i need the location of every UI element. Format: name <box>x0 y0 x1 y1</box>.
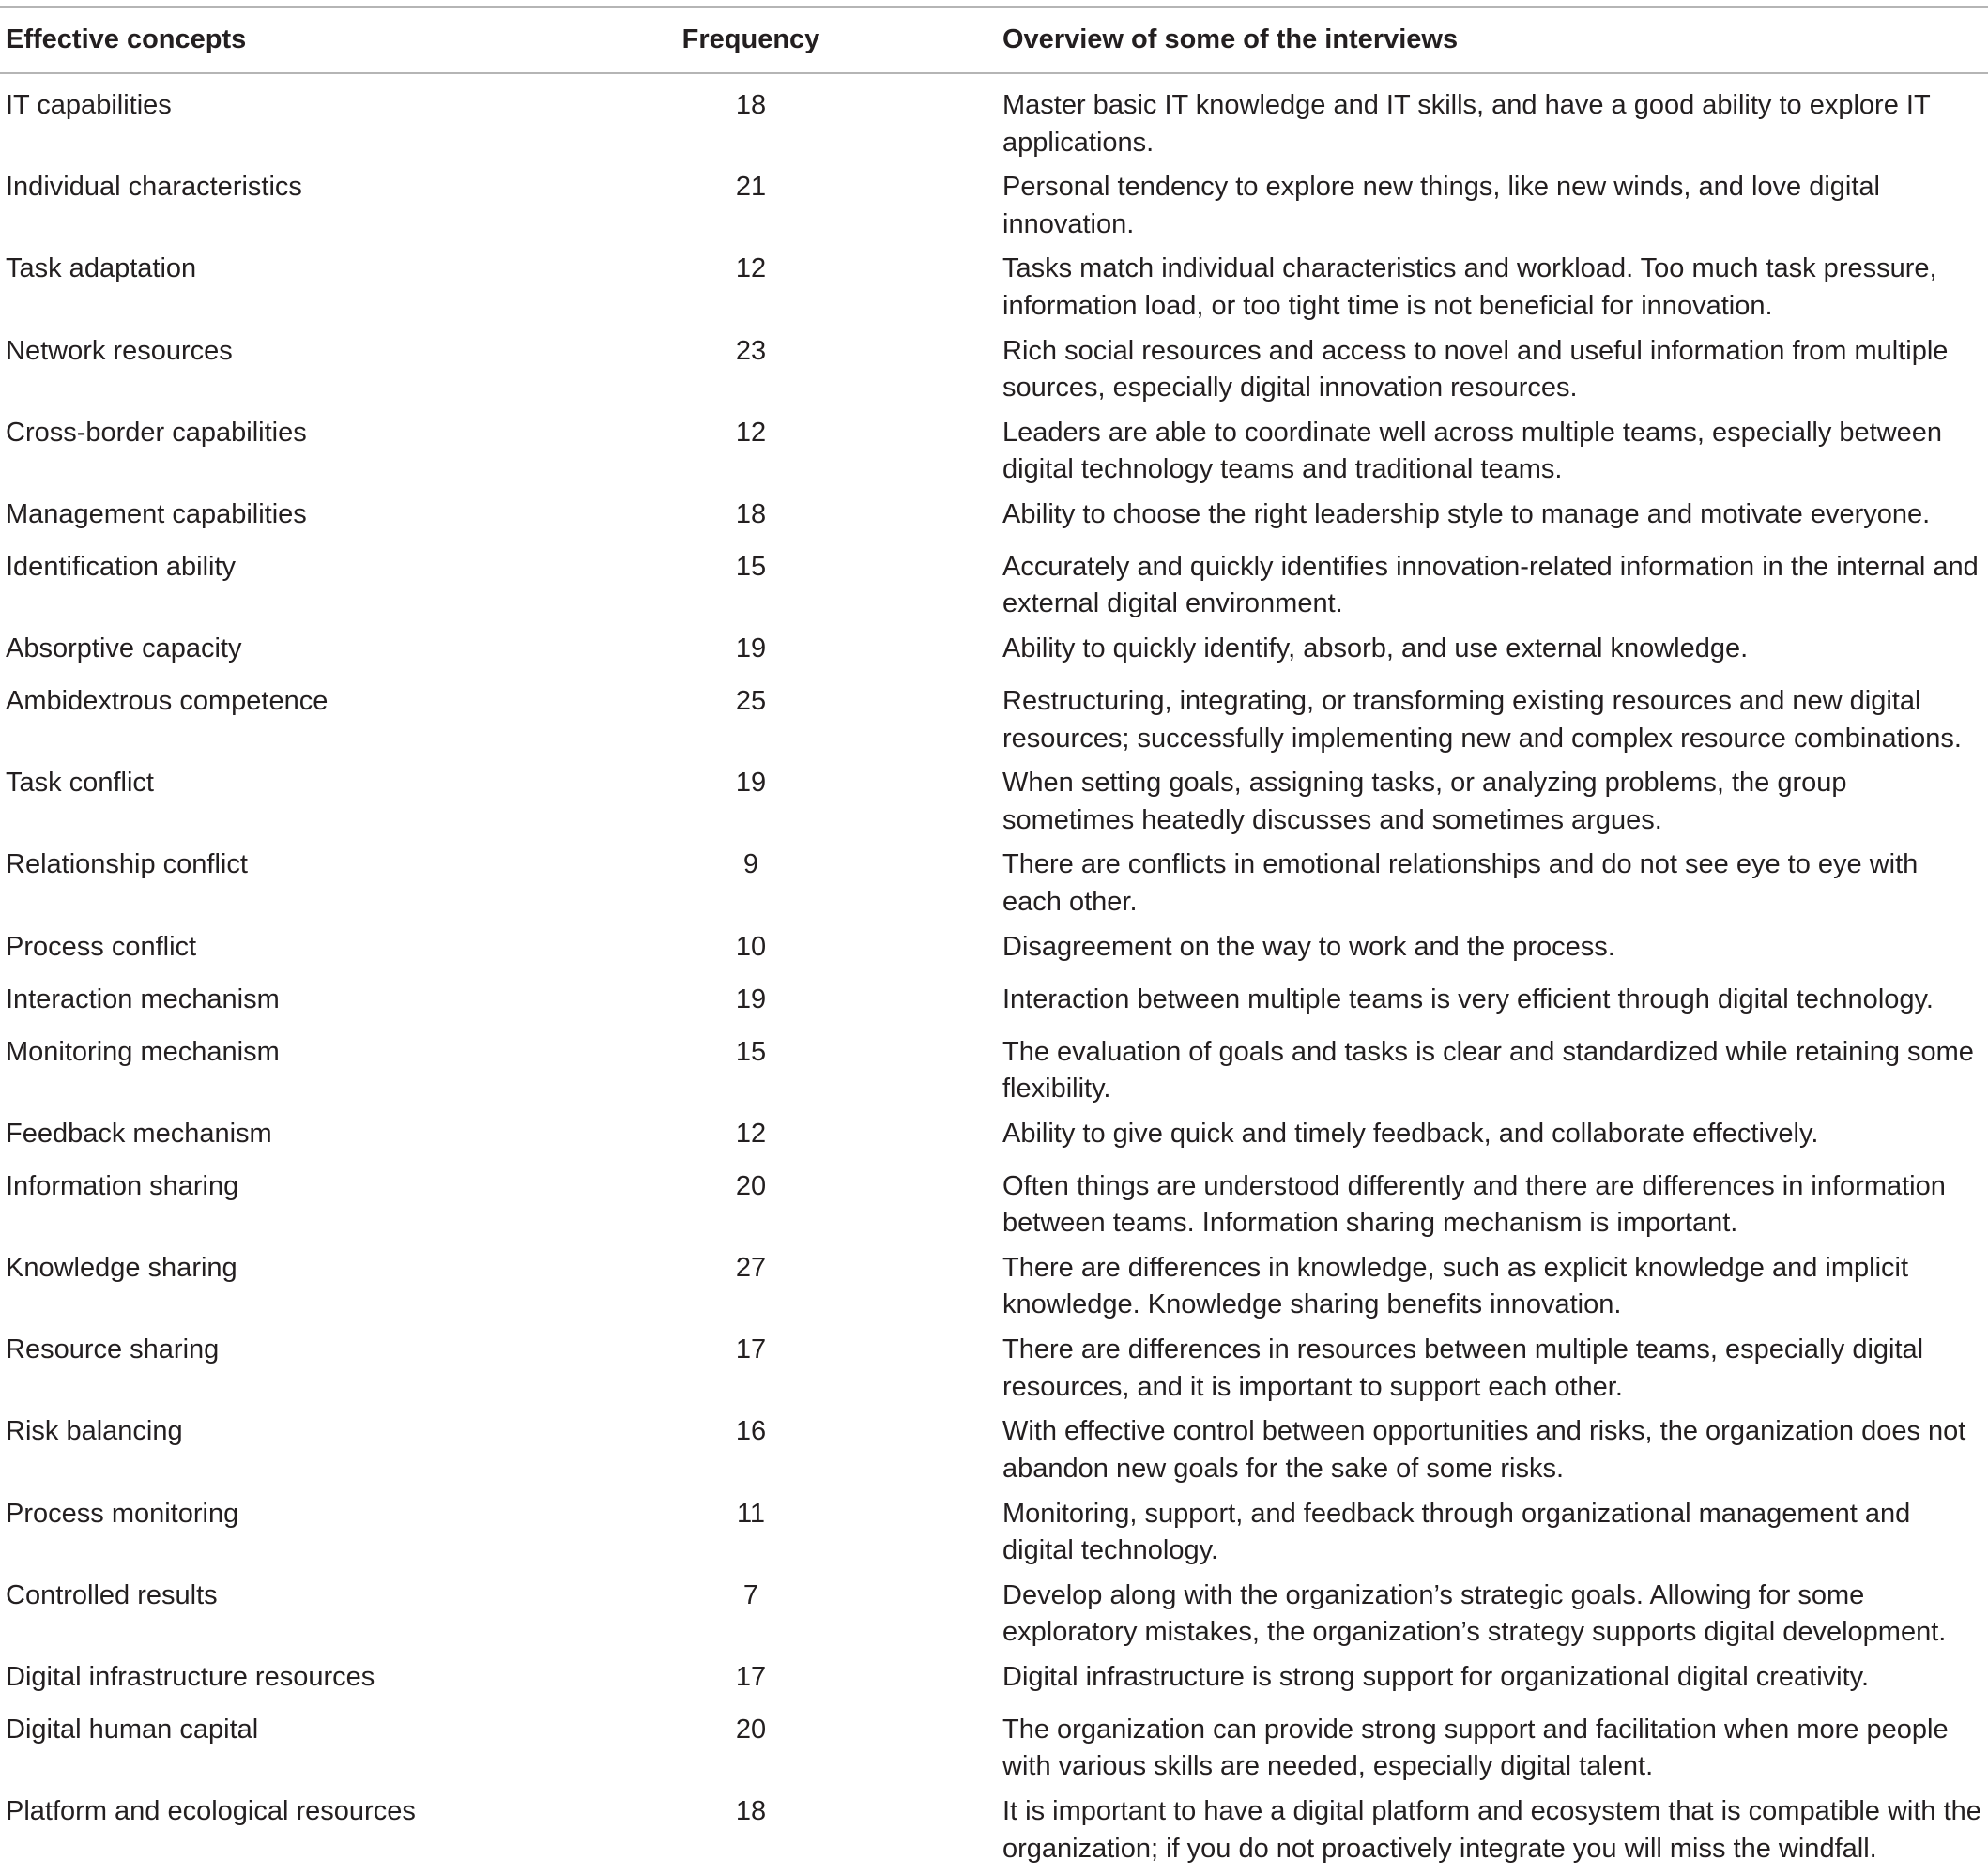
frequency-cell: 18 <box>735 1796 767 1827</box>
concept-cell: Task adaptation <box>6 253 197 284</box>
overview-cell: Monitoring, support, and feedback through organizational management and digital technology. <box>1002 1498 1911 1566</box>
concept-cell: Feedback mechanism <box>6 1118 272 1149</box>
table-header-row <box>0 8 1988 72</box>
overview-cell: The organization can provide strong support and facilitation when more people with various skills are needed, especially digital talent. <box>1002 1714 1949 1782</box>
concept-cell: Cross-border capabilities <box>6 417 307 448</box>
frequency-cell: 17 <box>735 1661 767 1692</box>
frequency-cell: 15 <box>735 551 767 582</box>
table-row <box>0 631 1988 683</box>
overview-cell: Disagreement on the way to work and the process. <box>1002 931 1615 962</box>
concept-cell: Interaction mechanism <box>6 983 280 1014</box>
table-row <box>0 846 1988 928</box>
overview-cell: When setting goals, assigning tasks, or analyzing problems, the group sometimes heatedly discusses and sometimes argues. <box>1002 768 1847 835</box>
table-row <box>0 1496 1988 1578</box>
concept-cell: Identification ability <box>6 551 237 582</box>
concept-cell: Network resources <box>6 335 233 366</box>
table-row <box>0 1578 1988 1659</box>
overview-cell: Ability to choose the right leadership style to manage and motivate everyone. <box>1002 498 1931 529</box>
overview-cell: Rich social resources and access to novel and useful information from multiple sources, especially digital innovation resources. <box>1002 335 1949 404</box>
header-effective-concepts: Effective concepts <box>6 23 247 54</box>
overview-cell: Master basic IT knowledge and IT skills, and have a good ability to explore IT applications. <box>1002 90 1931 158</box>
concept-cell: Task conflict <box>6 768 154 799</box>
frequency-cell: 19 <box>735 768 767 799</box>
frequency-cell: 15 <box>735 1036 767 1067</box>
table-row <box>0 496 1988 549</box>
table-row <box>0 1250 1988 1332</box>
table-row <box>0 333 1988 415</box>
frequency-cell: 12 <box>735 417 767 448</box>
table-row <box>0 251 1988 332</box>
frequency-cell: 19 <box>735 983 767 1014</box>
concept-cell: Controlled results <box>6 1579 218 1610</box>
concepts-table <box>0 6 1988 1875</box>
frequency-cell: 21 <box>735 172 767 203</box>
frequency-cell: 25 <box>735 686 767 717</box>
frequency-cell: 17 <box>735 1334 767 1365</box>
concept-cell: Ambidextrous competence <box>6 686 329 717</box>
table-row <box>0 415 1988 496</box>
frequency-cell: 9 <box>742 849 759 880</box>
table-row <box>0 1332 1988 1413</box>
concept-cell: Knowledge sharing <box>6 1252 237 1283</box>
table-row <box>0 1712 1988 1793</box>
table-row <box>0 765 1988 846</box>
overview-cell: Digital infrastructure is strong support for organizational digital creativity. <box>1002 1661 1870 1692</box>
table-row <box>0 982 1988 1034</box>
table-row <box>0 87 1988 169</box>
concept-cell: Platform and ecological resources <box>6 1796 416 1827</box>
frequency-cell: 27 <box>735 1252 767 1283</box>
overview-cell: There are differences in knowledge, such as explicit knowledge and implicit knowledge. Knowledge sharing benefits innovation. <box>1002 1252 1909 1320</box>
overview-cell: There are differences in resources between multiple teams, especially digital resources, and it is important to support each other. <box>1002 1334 1924 1402</box>
frequency-cell: 7 <box>742 1579 759 1610</box>
overview-cell: Leaders are able to coordinate well across multiple teams, especially between digital technology teams and traditional teams. <box>1002 417 1943 485</box>
frequency-cell: 19 <box>735 633 767 664</box>
frequency-cell: 12 <box>735 1118 767 1149</box>
table-row <box>0 683 1988 765</box>
overview-cell: Restructuring, integrating, or transforming existing resources and new digital resources; successfully implementing new and complex resource combinations. <box>1002 686 1962 754</box>
overview-cell: Develop along with the organization’s strategic goals. Allowing for some exploratory mistakes, the organization’s strategy supports digital development. <box>1002 1579 1947 1648</box>
concept-cell: Risk balancing <box>6 1416 183 1447</box>
concept-cell: Resource sharing <box>6 1334 220 1365</box>
frequency-cell: 20 <box>735 1714 767 1745</box>
concept-cell: Monitoring mechanism <box>6 1036 280 1067</box>
overview-cell: It is important to have a digital platform and ecosystem that is compatible with the organization; if you do not proactively integrate you will miss the windfall. <box>1002 1796 1981 1864</box>
table-row <box>0 169 1988 251</box>
overview-cell: Interaction between multiple teams is very efficient through digital technology. <box>1002 983 1934 1014</box>
frequency-cell: 11 <box>736 1498 766 1529</box>
overview-cell: With effective control between opportunities and risks, the organization does not abandon new goals for the sake of some risks. <box>1002 1416 1966 1484</box>
frequency-cell: 10 <box>735 931 767 962</box>
table-row <box>0 549 1988 631</box>
concept-cell: Process monitoring <box>6 1498 239 1529</box>
table-row <box>0 1413 1988 1495</box>
concept-cell: Process conflict <box>6 931 197 962</box>
concept-cell: Relationship conflict <box>6 849 248 880</box>
overview-cell: Tasks match individual characteristics and workload. Too much task pressure, information load, or too tight time is not beneficial for innovation. <box>1002 253 1937 321</box>
frequency-cell: 20 <box>735 1170 767 1201</box>
overview-cell: The evaluation of goals and tasks is clear and standardized while retaining some flexibility. <box>1002 1036 1974 1105</box>
concept-cell: Digital infrastructure resources <box>6 1661 375 1692</box>
table-body <box>0 74 1988 1875</box>
table-row <box>0 1034 1988 1116</box>
concept-cell: Absorptive capacity <box>6 633 242 664</box>
concept-cell: Digital human capital <box>6 1714 259 1745</box>
frequency-cell: 18 <box>735 90 767 120</box>
overview-cell: Often things are understood differently and there are differences in information between teams. Information sharing mechanism is important. <box>1002 1170 1946 1239</box>
frequency-cell: 12 <box>735 253 767 284</box>
header-overview: Overview of some of the interviews <box>1002 23 1459 54</box>
table-row <box>0 1116 1988 1168</box>
table-row <box>0 1793 1988 1875</box>
concept-cell: Information sharing <box>6 1170 239 1201</box>
table-row <box>0 1168 1988 1250</box>
header-frequency: Frequency <box>681 23 820 54</box>
concept-cell: Management capabilities <box>6 498 307 529</box>
overview-cell: Personal tendency to explore new things, like new winds, and love digital innovation. <box>1002 172 1880 239</box>
frequency-cell: 18 <box>735 498 767 529</box>
overview-cell: There are conflicts in emotional relationships and do not see eye to eye with each other. <box>1002 849 1919 917</box>
table-row <box>0 929 1988 982</box>
overview-cell: Ability to give quick and timely feedback, and collaborate effectively. <box>1002 1118 1819 1149</box>
overview-cell: Ability to quickly identify, absorb, and use external knowledge. <box>1002 633 1749 664</box>
overview-cell: Accurately and quickly identifies innovation-related information in the internal and external digital environment. <box>1002 551 1979 619</box>
frequency-cell: 23 <box>735 335 767 366</box>
frequency-cell: 16 <box>735 1416 767 1447</box>
concept-cell: Individual characteristics <box>6 172 302 203</box>
table-row <box>0 1659 1988 1712</box>
concept-cell: IT capabilities <box>6 90 172 120</box>
